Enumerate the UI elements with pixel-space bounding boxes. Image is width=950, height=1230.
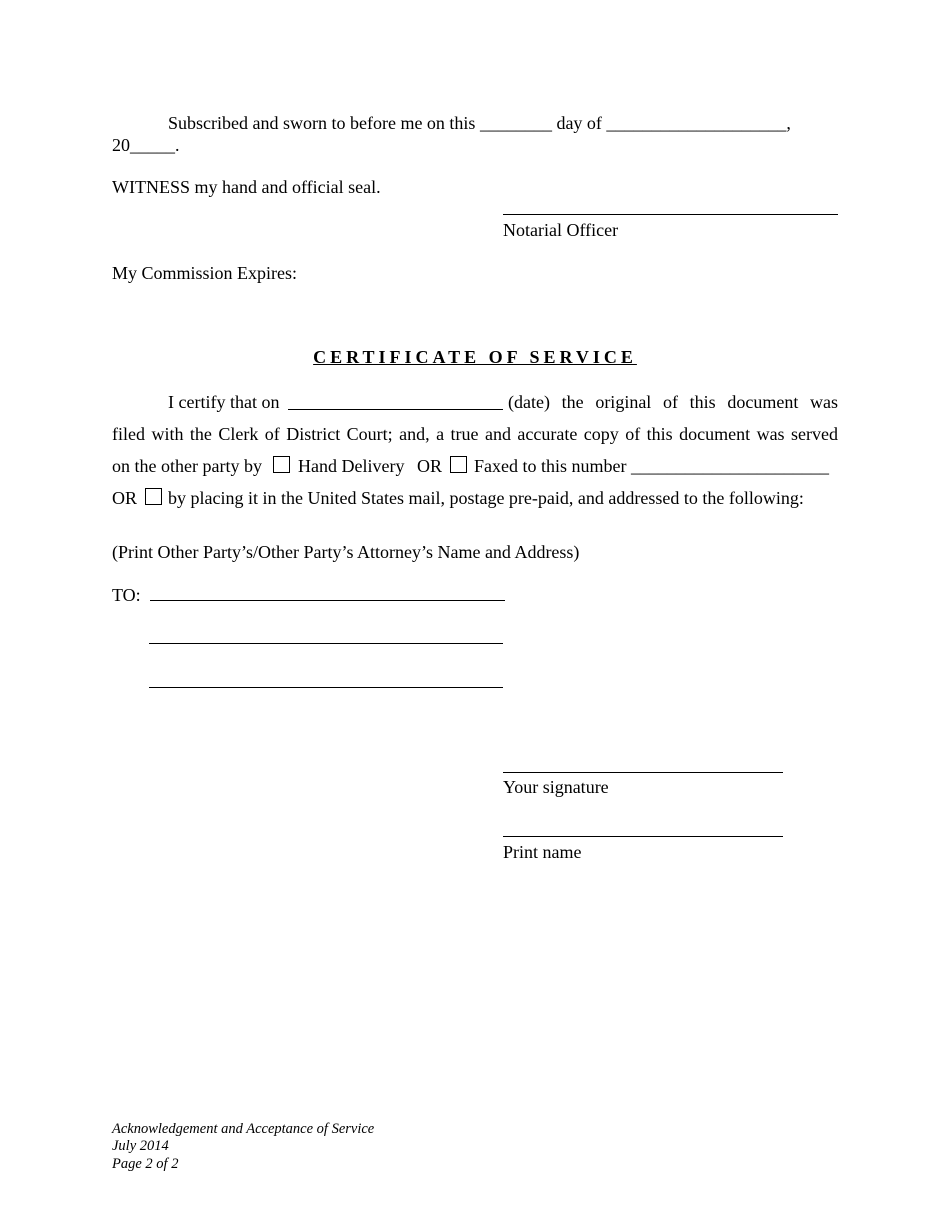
mail-statement: by placing it in the United States mail, postage pre-paid, and addressed to the following:	[168, 488, 804, 508]
witness-statement: WITNESS my hand and official seal.	[112, 177, 381, 197]
or-label-2: OR	[112, 488, 138, 508]
signature-line[interactable]	[503, 772, 783, 773]
service-by-prefix: on the other party by	[112, 456, 262, 476]
address-line-3[interactable]	[149, 687, 503, 688]
footer-date: July 2014	[112, 1138, 169, 1154]
certify-suffix: (date) the original of this document was	[508, 392, 838, 412]
print-name-label: Print name	[503, 842, 582, 862]
certify-line-2: filed with the Clerk of District Court; and, a true and accurate copy of this document was served	[112, 424, 838, 444]
certify-prefix: I certify that on	[168, 392, 280, 412]
faxed-label: Faxed to this number ______________________	[474, 456, 829, 476]
address-line-1[interactable]	[150, 600, 505, 601]
sworn-statement: Subscribed and sworn to before me on this ________ day of ____________________,	[168, 113, 791, 133]
print-name-line[interactable]	[503, 836, 783, 837]
commission-expires-label: My Commission Expires:	[112, 263, 298, 283]
year-blank: 20_____.	[112, 135, 180, 155]
your-signature-label: Your signature	[503, 777, 609, 797]
to-label: TO:	[112, 585, 141, 605]
print-party-instruction: (Print Other Party’s/Other Party’s Attorney’s Name and Address)	[112, 542, 580, 562]
notarial-officer-label: Notarial Officer	[503, 220, 619, 240]
address-line-2[interactable]	[149, 643, 503, 644]
or-label-1: OR	[417, 456, 443, 476]
hand-delivery-label: Hand Delivery	[298, 456, 405, 476]
hand-delivery-checkbox[interactable]	[273, 456, 290, 473]
certificate-title: CERTIFICATE OF SERVICE	[313, 347, 637, 367]
mail-checkbox[interactable]	[145, 488, 162, 505]
footer-page-number: Page 2 of 2	[112, 1156, 179, 1172]
footer-form-title: Acknowledgement and Acceptance of Service	[112, 1121, 375, 1137]
notary-signature-line[interactable]	[503, 214, 838, 215]
date-blank-line[interactable]	[288, 409, 503, 410]
faxed-checkbox[interactable]	[450, 456, 467, 473]
